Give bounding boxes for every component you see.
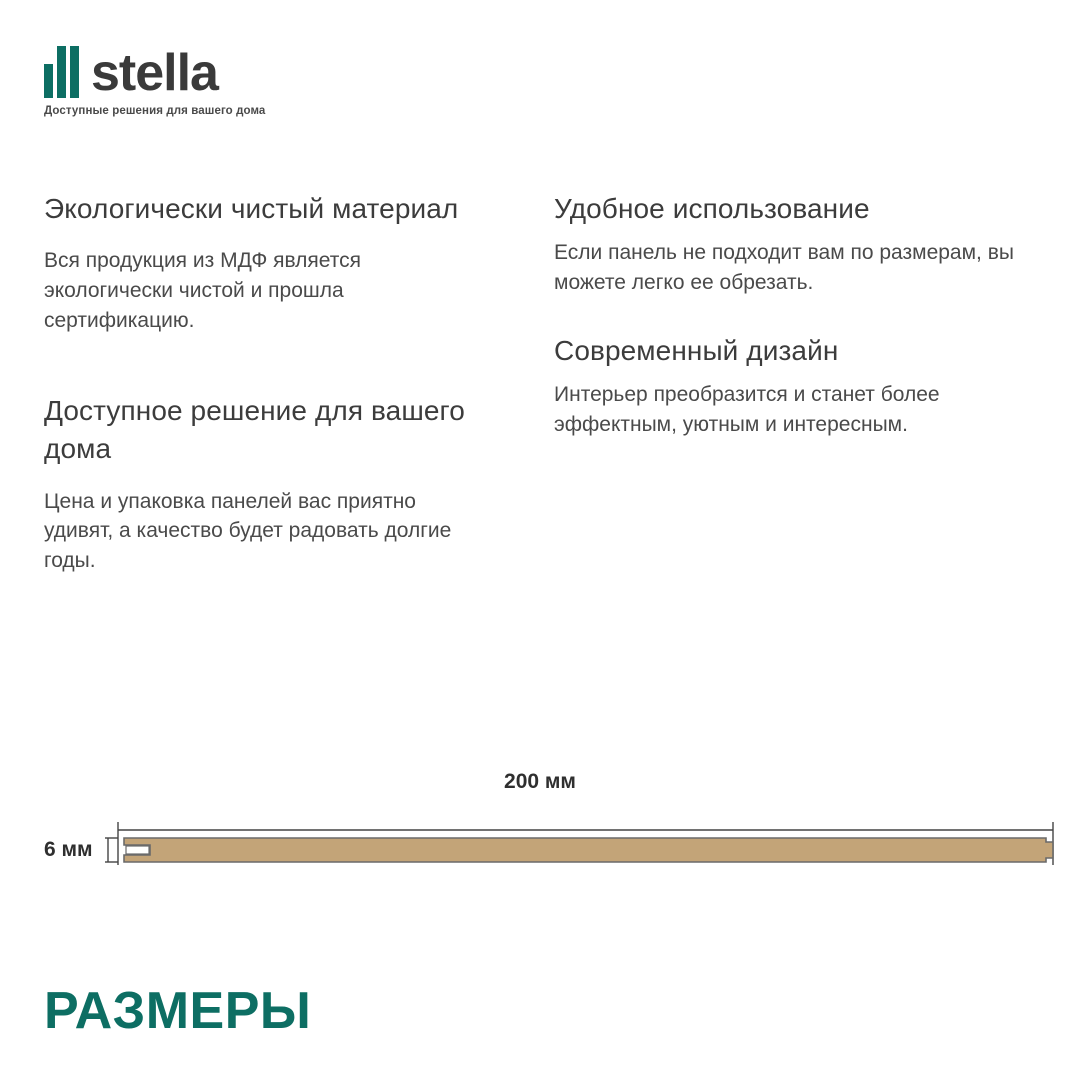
feature-text: Интерьер преобразится и станет более эффектным, уютным и интересным. <box>554 383 940 437</box>
logo-row <box>44 42 464 102</box>
brand-logo <box>44 42 464 117</box>
feature-text: Вся продукция из МДФ является экологически чистой и прошла сертификацию. <box>44 249 362 332</box>
feature-title: Экологически чистый материал <box>44 193 459 224</box>
diagram-drawing <box>0 770 1080 910</box>
feature-title: Современный дизайн <box>554 334 839 366</box>
page-section-title: РАЗМЕРЫ <box>44 982 312 1040</box>
feature-item <box>554 332 1044 440</box>
feature-item <box>44 392 484 576</box>
diagram-width-label: 200 мм <box>504 770 576 793</box>
feature-item <box>554 190 1044 298</box>
three-bars-icon <box>44 46 79 98</box>
feature-text: Если панель не подходит вам по размерам, вы можете легко ее обрезать. <box>554 241 1014 295</box>
features-column-right <box>544 190 1044 576</box>
features-section <box>44 190 1044 576</box>
feature-title: Доступное решение для вашего дома <box>44 394 465 465</box>
diagram-thickness-label: 6 мм <box>44 838 93 861</box>
brand-tagline: Доступные решения для вашего дома <box>44 105 266 117</box>
feature-text: Цена и упаковка панелей вас приятно удивят, а качество будет радовать долгие годы. <box>44 489 452 573</box>
feature-item <box>44 190 484 336</box>
brand-name: stella <box>91 43 218 102</box>
feature-title: Удобное использование <box>554 193 870 224</box>
panel-cross-section-diagram <box>0 770 1080 910</box>
features-column-left <box>44 190 544 576</box>
